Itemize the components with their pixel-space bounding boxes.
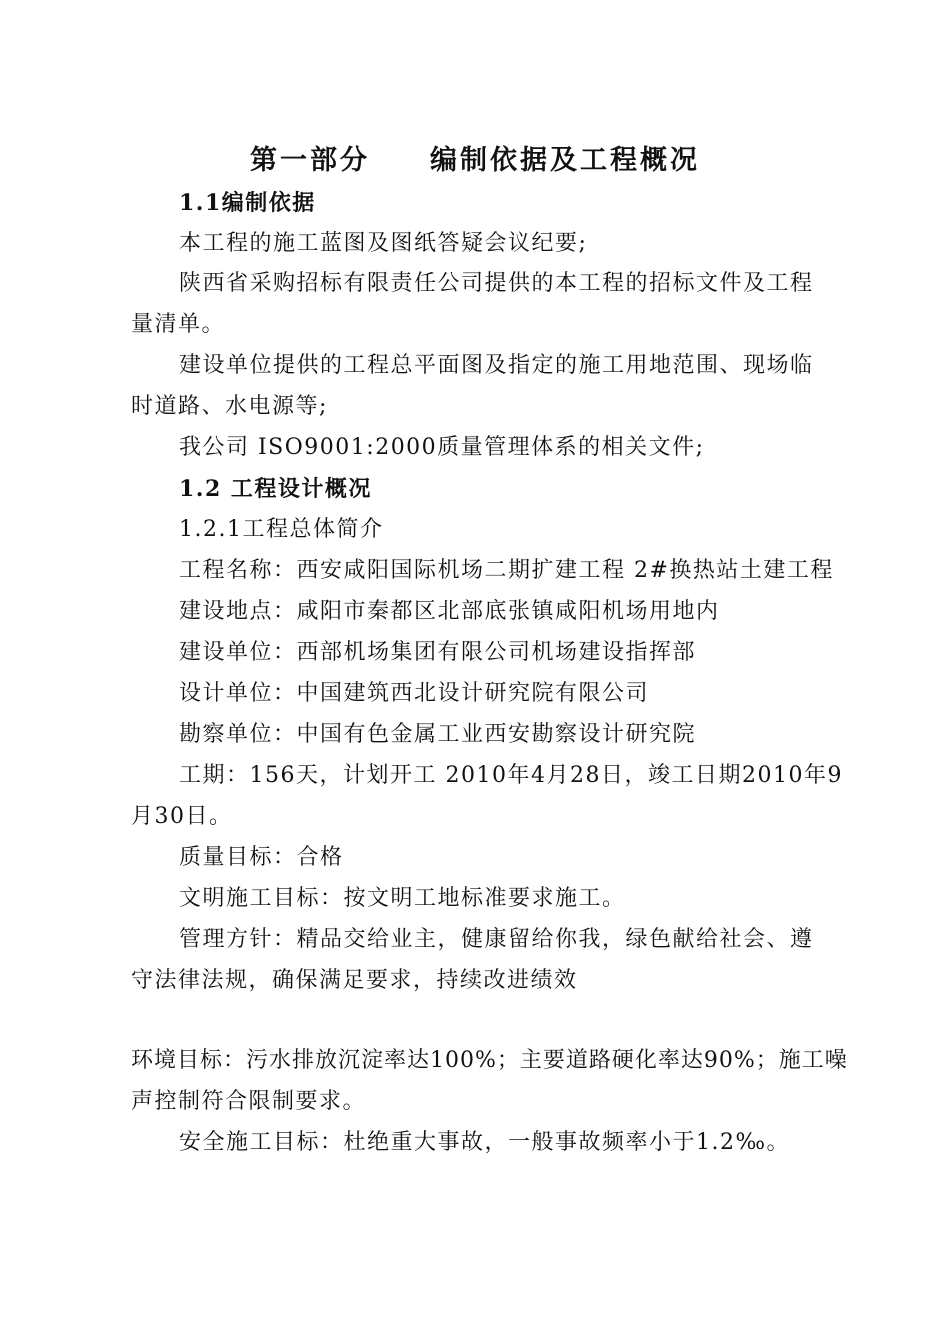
project-surveyor: 勘察单位：中国有色金属工业西安勘察设计研究院 (179, 722, 697, 747)
section-heading-1-2: 1.2 工程设计概况 (179, 476, 372, 502)
project-period-line2: 月30日。 (131, 804, 233, 829)
paragraph-tender-line2: 量清单。 (131, 312, 226, 337)
environment-target-line1: 环境目标：污水排放沉淀率达100%；主要道路硬化率达90%；施工噪 (131, 1048, 848, 1073)
paragraph-tender-line1: 陕西省采购招标有限责任公司提供的本工程的招标文件及工程 (179, 271, 814, 296)
environment-target-line2: 声控制符合限制要求。 (131, 1089, 367, 1114)
quality-target: 质量目标：合格 (179, 845, 344, 870)
civilized-construction-target: 文明施工目标：按文明工地标准要求施工。 (179, 886, 626, 911)
project-owner: 建设单位：西部机场集团有限公司机场建设指挥部 (179, 640, 697, 665)
project-period-line1: 工期：156天，计划开工 2010年4月28日，竣工日期2010年9 (179, 763, 843, 788)
project-location: 建设地点：咸阳市秦都区北部底张镇咸阳机场用地内 (179, 599, 720, 624)
paragraph-site-plan-line1: 建设单位提供的工程总平面图及指定的施工用地范围、现场临 (179, 353, 814, 378)
section-heading-1-1: 1.1编制依据 (179, 190, 316, 216)
management-policy-line1: 管理方针：精品交给业主，健康留给你我，绿色献给社会、遵 (179, 927, 814, 952)
safety-target: 安全施工目标：杜绝重大事故，一般事故频率小于1.2‰。 (179, 1130, 791, 1155)
project-designer: 设计单位：中国建筑西北设计研究院有限公司 (179, 681, 650, 706)
project-name: 工程名称：西安咸阳国际机场二期扩建工程 2#换热站土建工程 (179, 558, 834, 583)
page-title: 第一部分 编制依据及工程概况 (250, 145, 700, 176)
subsection-heading-1-2-1: 1.2.1工程总体简介 (179, 517, 384, 542)
paragraph-site-plan-line2: 时道路、水电源等; (131, 394, 328, 419)
paragraph-iso: 我公司 ISO9001:2000质量管理体系的相关文件; (179, 435, 705, 460)
management-policy-line2: 守法律法规，确保满足要求，持续改进绩效 (131, 968, 578, 993)
paragraph-blueprints: 本工程的施工蓝图及图纸答疑会议纪要; (179, 231, 588, 256)
